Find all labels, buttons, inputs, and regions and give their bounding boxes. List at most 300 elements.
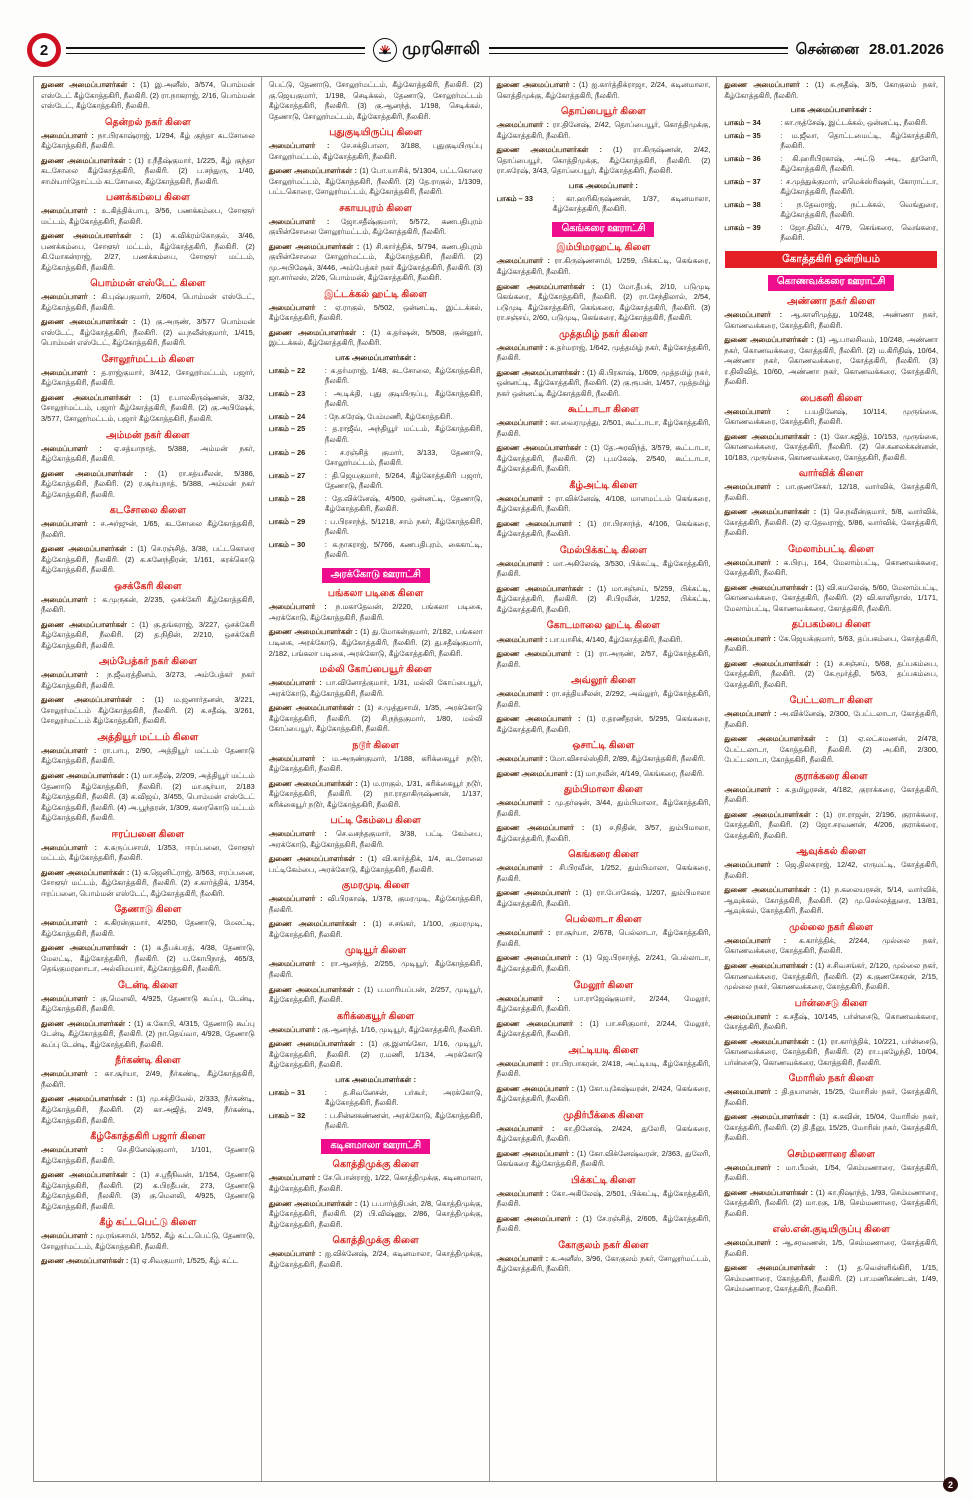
branch-heading: முடியூர் கிளை	[345, 945, 407, 957]
branch-heading: சகாயபுரம் கிளை	[339, 202, 412, 214]
organizer-paragraph: அமைப்பாளர் : ரா.தினேஷ், 2/42, தொப்பையூர், கொத்திமுக்கு, கீழ்கோத்தகிரி, நீலகிரி.	[496, 120, 711, 140]
organizer-paragraph: துணை அமைப்பாளர்கள் : (1) ச.முத்துசாமி, 1/35, அரக்கோடு கீழ்கோத்தகிரி, நீலகிரி. (2) சி.நந்தகுமார், 1/80, மல்லி கோப்பையூர், கீழ்கோத்தகிரி, நீலகிரி.	[268, 703, 483, 734]
branch-heading: கீழ்அட்டி கிளை	[569, 479, 638, 491]
organizer-paragraph: துணை அமைப்பாளர்கள் : (1) ந.கலையரசன், 5/14, வார்விக், ஆவுக்கல், கோத்தகிரி, நீலகிரி. (2) மு.செல்லத்துரை, 13/81, ஆவுக்கல், கோத்தகிரி, நீலகிரி.	[724, 885, 939, 916]
organizer-label: துணை அமைப்பாளர்கள் :	[41, 231, 153, 241]
branch-heading: கரிக்கையூர் கிளை	[337, 1010, 415, 1022]
branch-heading: முதிர்பீக்கை கிளை	[563, 1109, 644, 1121]
organizer-label: துணை அமைப்பாளர்கள் :	[724, 734, 839, 744]
organizer-label: அமைப்பாளர் :	[724, 1087, 782, 1097]
branch-heading: பர்ன்சைடு கிளை	[794, 997, 868, 1009]
organizer-paragraph: துணை அமைப்பாளர்கள் : (1) போ.யாசிக், 5/1304, பட்டகொரை சோலூர்மட்டம், கீழ்கோத்தகிரி, நீலகிரி. (2) தே.ராகுல், 1/1309, பட்டகொரை, சோலூர்மட்டம், கீழ்கோத்தகிரி, நீலகிரி.	[268, 166, 483, 197]
organizer-label: அமைப்பாளர் :	[496, 993, 575, 1003]
part-number: பாகம் – 30	[268, 539, 306, 549]
organizer-label: துணை அமைப்பாளர்கள் :	[496, 145, 614, 155]
branch-heading: செம்மணாரை கிளை	[787, 1148, 875, 1160]
organizer-paragraph: துணை அமைப்பாளர்கள் : (1) க.ஜெனிட்ராஜ், 3/563, ஈரப்பனை, சோளூர் மட்டம், கீழ்கோத்தகிரி, நீலகிரி. (2) ச.கார்த்திக், 1/354, ஈரப்பனை, பொம்மன் எஸ்டேட், கீழ்கோத்தகிரி, நீலகிரி.	[41, 867, 255, 898]
organizer-label: துணை அமைப்பாளர்கள் :	[41, 544, 138, 554]
part-text: : க.தர்மராஜ், 1/48, கடசோலை, கீழ்கோத்தகிரி, நீலகிரி.	[325, 366, 483, 387]
branch-heading: அம்மன் நகர் கிளை	[106, 429, 190, 441]
organizer-label: அமைப்பாளர் :	[496, 120, 553, 130]
organizer-paragraph: பெட்டு, தேணாடு, சோலூர்மட்டம், கீழ்கோத்தகிரி, நீலகிரி. (2) கு.ஜெயகுமார், 1/198, செடிக்கல், தேணாடு, சோலூர்மட்டம் கீழ்கோத்தகிரி, நீலகிரி. (3) கு.ஆனந்த், 1/198, செடிக்கல், தேணாடு, சோலூர்மட்டம், கீழ்கோத்தகிரி, நீலகிரி.	[268, 80, 483, 121]
part-text: : தே.விக்னேஷ், 4/500, ஒன்னட்டி, தேணாடு, கீழ்கோத்தகிரி, நீலகிரி.	[325, 494, 483, 515]
organizer-paragraph: துணை அமைப்பாளர்கள் : (1) வி.கமலேஷ், 5/60, மேலாம்பட்டி, கொணவக்கரை, கோத்தகிரி, நீலகிரி. (2) வி.காளிதாஸ், 1/171, மேலாம்பட்டி, கொணவக்கரை, கோத்தகிரி, நீலகிரி.	[724, 582, 938, 613]
organizer-paragraph: அமைப்பாளர் : கோ.அகிலேஷ், 2/501, பிக்கட்டி, கீழ்கோத்தகிரி, நீலகிரி.	[496, 1188, 711, 1209]
organizer-label: அமைப்பாளர் :	[41, 130, 98, 140]
organizer-label: துணை அமைப்பாளர்கள் :	[724, 1112, 820, 1122]
branch-heading: பேட்டலாடா கிளை	[789, 695, 873, 707]
organizer-paragraph: துணை அமைப்பாளர்கள் : (1) கா.நிஷாந்த், 1/93, செம்மணாரை, கோத்தகிரி, நீலகிரி. (2) மா.ரகு, 1/8, செம்மணாரை, கோத்தகிரி, நீலகிரி.	[724, 1187, 938, 1218]
organizer-label: துணை அமைப்பாளர்கள் :	[41, 80, 141, 89]
part-number: பாகம் – 35	[724, 130, 761, 140]
organizer-label: துணை அமைப்பாளர்கள் :	[268, 919, 373, 929]
branch-heading: மேலாம்பட்டி கிளை	[788, 543, 875, 555]
organizer-paragraph: அமைப்பாளர் : ரா.விக்னேஷ், 4/108, மாளமட்டம் கெங்கரை, கீழ்கோத்தகிரி, நீலகிரி.	[496, 493, 711, 514]
organizer-paragraph: துணை அமைப்பாளர்கள் : (1) ஏ.லட்சுமணன், 2/478, பேட்டலாடா, கோத்தகிரி, நீலகிரி. (2) அ.கிரி, 2/300, பேட்டலாடா, கோத்தகிரி, நீலகிரி.	[724, 734, 939, 765]
organizer-label: துணை அமைப்பாளர்கள் :	[268, 241, 363, 251]
organizer-label: துணை அமைப்பாளர்கள் :	[268, 166, 360, 176]
panchayat-heading: கொணவக்கரை ஊராட்சி	[768, 275, 894, 291]
page-number: 2	[39, 41, 49, 59]
organizer-paragraph: துணை அமைப்பாளர்கள் : (1) செ.ரஞ்சித், 3/38, பட்டகொரை கீழ்கோத்தகிரி, நீலகிரி. (2) க.கனேந்திரன், 1/161, கரக்கொடு கீழ்கோத்தகிரி, நீலகிரி.	[41, 544, 255, 575]
part-item	[269, 471, 483, 492]
part-text: : ச.முத்துக்குமார், எமெக்ஸ்ரிஷன், கோராட்டா, கீழ்கோத்தகிரி, நீலகிரி.	[780, 177, 938, 198]
organizer-paragraph: அமைப்பாளர் : ஆ.காளிமுத்து, 10/248, அண்ணா நகர், கொணவக்கரை, கோத்தகிரி, நீலகிரி.	[724, 310, 938, 330]
part-organizers-title: பாக அமைப்பாளர் :	[568, 180, 638, 190]
organizer-paragraph: அமைப்பாளர் : ரா.கிருஷ்ணசாமி, 1/259, பிக்கட்டி, கெங்கரை, கீழ்கோத்தகிரி, நீலகிரி.	[496, 256, 711, 276]
organizer-label: அமைப்பாளர் :	[41, 519, 101, 529]
organizer-paragraph: அமைப்பாளர் : கு.மௌலி, 4/925, தேணாடு கூப்பு, டேன்டி, கீழ்கோத்தகிரி, நீலகிரி.	[41, 993, 255, 1014]
organizer-paragraph: அமைப்பாளர் : மா.அகிலேஷ், 3/530, பிக்கட்டி, கீழ்கோத்தகிரி, நீலகிரி.	[496, 558, 711, 579]
organizer-label: அமைப்பாளர் :	[268, 141, 342, 151]
organizer-paragraph: துணை அமைப்பாளர் : (1) சே.ரஞ்சித், 2/605, கீழ்கோத்தகிரி, நீலகிரி.	[496, 1213, 711, 1234]
column-4	[717, 77, 944, 1481]
part-text: : ச.ரஞ்சித் குமார், 3/133, தேணாடு, சோலூர்மட்டம், நீலகிரி.	[325, 448, 483, 469]
union-region-banner: கோத்தகிரி ஒன்றியம்	[725, 251, 937, 269]
organizer-label: துணை அமைப்பாளர்கள் :	[41, 1256, 131, 1266]
organizer-paragraph: துணை அமைப்பாளர் : (1) பா.சசிகுமார், 2/244, மேலூர், கீழ்கோத்தகிரி, நீலகிரி.	[496, 1018, 711, 1039]
part-text: : க.நாகராஜ், 5/766, கணபதிபுரம், கைகாட்டி, நீலகிரி.	[325, 540, 483, 561]
branch-heading: டேன்டி கிளை	[118, 979, 178, 991]
organizer-label: அமைப்பாளர் :	[41, 745, 103, 755]
organizer-paragraph: துணை அமைப்பாளர்கள் : (1) ச.ஸ்ரீநிவன், 1/154, தேணாடு கீழ்கோத்தகிரி, நீலகிரி. (2) க.பிரதீபன், 273, தேணாடு கீழ்கோத்தகிரி, நீலகிரி. (3) கு.மௌலி, 4/925, தேணாடு கீழ்கோத்தகிரி, நீலகிரி.	[41, 1170, 255, 1211]
branch-heading: தேணாடு கிளை	[114, 904, 182, 916]
organizer-label: அமைப்பாளர் :	[268, 216, 341, 226]
branch-heading: பெல்லாடா கிளை	[565, 914, 642, 926]
organizer-paragraph: அமைப்பாளர் : சே.சக்திபாலா, 3/188, புதுகுடியிருப்பு சோலூர்மட்டம், கீழ்கோத்தகிரி, நீலகிரி.	[268, 141, 483, 161]
organizer-paragraph: அமைப்பாளர் : சே.பொன்ராஜ், 1/22, கொத்திமுக்கு, கடினமாலா, கீழ்கோத்தகிரி, நீலகிரி.	[268, 1173, 483, 1193]
part-item	[269, 424, 483, 445]
organizer-label: துணை அமைப்பாளர்கள் :	[724, 1036, 818, 1046]
organizer-label: துணை அமைப்பாளர்கள் :	[41, 1094, 137, 1104]
organizer-paragraph: அமைப்பாளர் : க.அனீஸ், 3/96, கோகுலம் நகர், சோலூர்மட்டம், கீழ்கோத்தகிரி, நீலகிரி.	[496, 1253, 711, 1274]
branch-heading: வார்விக் கிளை	[798, 468, 864, 480]
branch-heading: கோகுலம் நகர் கிளை	[558, 1239, 649, 1251]
header-rule-right	[489, 47, 788, 54]
organizer-paragraph: துணை அமைப்பாளர்கள் : (1) க.கோபி, 4/315, தேணாடு கூப்பு டேன்டி கீழ்கோத்தகிரி, நீலகிரி. (2) நா.தெய்வா, 4/928, தேணாடு கூப்பு டேன்டி, கீழ்கோத்தகிரி, நீலகிரி.	[41, 1018, 255, 1049]
footer-page-number: 2	[947, 1479, 953, 1490]
part-number: பாகம் – 26	[268, 447, 306, 457]
organizer-label: துணை அமைப்பாளர்கள் :	[41, 943, 142, 953]
organizer-paragraph: அமைப்பாளர் : ஏ.ராகுல், 5/502, ஒன்னட்டி, இட்டக்கல், கீழ்கோத்தகிரி, நீலகிரி.	[268, 302, 483, 323]
part-item	[724, 200, 938, 221]
organizer-label: அமைப்பாளர் :	[41, 1069, 105, 1079]
organizer-paragraph: அமைப்பாளர் : க.தமிழரசன், 4/182, குராக்கரை, கோத்தகிரி, நீலகிரி.	[724, 784, 938, 805]
organizer-label: அமைப்பாளர் :	[724, 406, 805, 416]
page-number-badge	[30, 36, 58, 64]
organizer-paragraph: அமைப்பாளர் : மா.பீமன், 1/54, செம்மணாரை, கோத்தகிரி, நீலகிரி.	[724, 1162, 939, 1183]
organizer-label: அமைப்பாளர் :	[724, 1238, 783, 1248]
branch-heading: கீழ்கோத்தகிரி பஜார் கிளை	[90, 1131, 206, 1143]
organizer-label: துணை அமைப்பாளர்கள் :	[41, 1018, 135, 1028]
organizer-label: அமைப்பாளர் :	[724, 784, 785, 794]
branch-heading: தென்றல் நகர் கிளை	[105, 116, 191, 128]
organizer-label: துணை அமைப்பாளர் :	[496, 1148, 577, 1158]
branch-heading: அண்ணா நகர் கிளை	[786, 296, 876, 308]
organizer-label: துணை அமைப்பாளர் :	[496, 518, 588, 528]
organizer-label: துணை அமைப்பாளர்கள் :	[724, 335, 817, 345]
organizer-label: அமைப்பாளர் :	[496, 342, 550, 352]
organizer-paragraph: துணை அமைப்பாளர்கள் : (1) ர.பாலகிருஷ்ணன், 3/32, சோலூர்மட்டம், பஜார் கீழ்கோத்தகிரி, நீலகிரி. (2) கு.அபிஷேக், 3/577, சோலூர்மட்டம், பஜார் கீழ்கோத்தகிரி, நீலகிரி.	[41, 392, 255, 423]
organizer-label: அமைப்பாளர் :	[724, 709, 780, 719]
organizer-paragraph: அமைப்பாளர் : வி.பிரகாஷ், 1/378, குமரமுடி, கீழ்கோத்தகிரி, நீலகிரி.	[268, 894, 483, 914]
organizer-paragraph: துணை அமைப்பாளர்கள் : (1) ரா.கிருஷ்ணன், 2/42, தொப்பையூர், கொத்திமுக்கு, கீழ்கோத்தகிரி, நீலகிரி. (2) ரா.சுரேஷ், 3/43, தொப்பையூர், கீழ்கோத்தகிரி, நீலகிரி.	[496, 145, 711, 176]
branch-heading: பொம்மன் எஸ்டேட் கிளை	[90, 278, 206, 290]
organizer-paragraph: அமைப்பாளர் : அ.விக்னேஷ், 2/300, பேட்டலாடா, கோத்தகிரி, நீலகிரி.	[724, 709, 938, 729]
branch-heading: குராக்கரை கிளை	[794, 770, 868, 782]
part-item	[269, 1111, 483, 1132]
organizer-label: அமைப்பாளர் :	[268, 753, 332, 763]
part-text: : ஜோ.திலிப், 4/79, கெங்கரை, வெங்கரை, நீலகிரி.	[780, 223, 938, 244]
part-item	[269, 1088, 483, 1109]
organizer-label: துணை அமைப்பாளர்கள் :	[724, 582, 816, 592]
part-text: : அ.டிக்தி, புது குடியிருப்பு, கீழ்கோத்தகிரி, நீலகிரி.	[325, 389, 483, 410]
organizer-label: துணை அமைப்பாளர்கள் :	[724, 885, 821, 895]
organizer-label: அமைப்பாளர் :	[41, 842, 104, 852]
organizer-paragraph: அமைப்பாளர் : ஏ.சத்யாநாத், 5/388, அம்மன் நகர், கீழ்கோத்தகிரி, நீலகிரி.	[41, 443, 255, 464]
branch-heading: தொப்பையூர் கிளை	[560, 106, 646, 118]
organizer-label: துணை அமைப்பாளர்கள் :	[724, 507, 821, 517]
organizer-label: அமைப்பாளர் :	[724, 557, 784, 567]
organizer-paragraph: துணை அமைப்பாளர்கள் : (1) ர.நீதீஷ்குமார், 1/225, கீழ் குந்தா கடசோலை கீழ்கோத்தகிரி, நீலகிரி. (2) ப.சந்துரு, 1/40, சாமியார்தோட்டம் கடசோலை, கீழ்கோத்தகிரி, நீலகிரி.	[41, 155, 255, 186]
organizer-paragraph: அமைப்பாளர் : ரா.சத்தியசீலன், 2/292, அவ்லூர், கீழ்கோத்தகிரி, நீலகிரி.	[496, 689, 711, 709]
organizer-paragraph: துணை அமைப்பாளர்கள் : (1) மோ.தீபக், 2/10, படுமுடி கெங்கரை, கீழ்கோத்தகிரி, நீலகிரி. (2) ரா.சேந்திலால், 2/54, படுமுடி கீழ்கோத்தகிரி, கெங்கரை, கீழ்கோத்தகிரி, நீலகிரி. (3) ரா.சஞ்சய், 2/60, படுமுடி, கெங்கரை, கீழ்கோத்தகிரி, நீலகிரி.	[496, 281, 711, 323]
organizer-paragraph: துணை அமைப்பாளர்கள் : (1) கி.பிரகாஷ், 1/609, முத்தமிழ் நகர், ஒன்னட்டி, கீழ்கோத்தகிரி, நீலகிரி. (2) கு.ரூபன், 1/457, முத்தமிழ் நகர் ஒன்னட்டி கீழ்கோத்தகிரி, நீலகிரி.	[496, 367, 711, 398]
organizer-label: அமைப்பாளர் :	[724, 860, 785, 870]
organizer-paragraph: அமைப்பாளர் : மு.தர்ஷன், 3/44, தும்பிமாலா, கீழ்கோத்தகிரி, நீலகிரி.	[496, 798, 711, 818]
organizer-paragraph: துணை அமைப்பாளர்கள் : (1) கு.தங்கராஜ், 3/227, ஒசக்கேரி கீழ்கோத்தகிரி, நீலகிரி. (2) த.நிதின், 2/210, ஒசக்கேரி கீழ்கோத்தகிரி, நீலகிரி.	[41, 619, 255, 650]
part-number: பாகம் – 39	[724, 222, 761, 232]
organizer-paragraph: அமைப்பாளர் : ரா.பாபு, 2/90, அத்தியூர் மட்டம் தேணாடு கீழ்கோத்தகிரி, நீலகிரி.	[41, 745, 255, 766]
organizer-paragraph: அமைப்பாளர் : ந.ஜீவரத்தினம், 3/273, அம்பேத்கர் நகர் கீழ்கோத்தகிரி, நீலகிரி.	[41, 670, 255, 690]
organizer-paragraph: அமைப்பாளர் : க.தர்மராஜ், 1/642, முத்தமிழ் நகர், கீழ்கோத்தகிரி, நீலகிரி.	[496, 342, 711, 363]
organizer-label: அமைப்பாளர் :	[496, 1123, 564, 1133]
organizer-paragraph: அமைப்பாளர் : ந.மகாதேவன், 2/220, பங்கலா படிகை, அரக்கோடு, கீழ்கோத்தகிரி, நீலகிரி.	[268, 602, 483, 622]
part-text: : நே.சுரேஷ், பேம்மணி, கீழ்கோத்தகிரி.	[325, 412, 483, 423]
organizer-paragraph: துணை அமைப்பாளர் : (1) ரா.போகேஷ், 1/207, தும்பிமாலா கீழ்கோத்தகிரி, நீலகிரி.	[496, 888, 711, 908]
organizer-paragraph: அமைப்பாளர் : க.பிரபு, 164, மேலாம்பட்டி, கொணவக்கரை, கோத்தகிரி, நீலகிரி.	[724, 557, 938, 578]
organizer-paragraph: அமைப்பாளர் : செ.வசந்தகுமார், 3/38, பட்டி கேம்பை, அரக்கோடு, கீழ்கோத்தகிரி, நீலகிரி.	[268, 829, 483, 849]
branch-heading: அம்பேத்கர் நகர் கிளை	[98, 656, 197, 668]
organizer-paragraph: அமைப்பாளர் : கே.ஜெயக்குமார், 5/63, தப்பகம்பை, கோத்தகிரி, நீலகிரி.	[724, 633, 939, 654]
organizer-paragraph: துணை அமைப்பாளர்கள் : (1) வி.கார்த்திக், 1/4, கடசோலை பட்டிகேம்பை, அரக்கோடு, கீழ்கோத்தகிரி, நீலகிரி.	[268, 854, 483, 874]
organizer-paragraph: துணை அமைப்பாளர் : (1) ஜெ.பிரசாந்த், 2/241, பெல்லாடா, கீழ்கோத்தகிரி, நீலகிரி.	[496, 953, 711, 973]
columns	[34, 77, 944, 1481]
organizer-label: அமைப்பாளர் :	[268, 1024, 322, 1034]
organizer-label: துணை அமைப்பாளர்கள் :	[41, 468, 159, 478]
page-header	[30, 36, 944, 64]
organizer-paragraph: துணை அமைப்பாளர் : (1) க.ரூதீஷ், 3/5, கோகுலம் நகர், கீழ்கோத்தகிரி, நீலகிரி.	[724, 80, 938, 100]
organizer-label: துணை அமைப்பாளர்கள் :	[41, 155, 135, 165]
organizer-label: துணை அமைப்பாளர்கள் :	[268, 854, 368, 864]
organizer-label: துணை அமைப்பாளர்கள் :	[41, 619, 140, 629]
organizer-paragraph: அமைப்பாளர் : கா.வைரமுத்து, 2/501, கூட்டாடா, கீழ்கோத்தகிரி, நீலகிரி.	[496, 418, 711, 438]
part-text: : தி.ஜெயகுமார், 5/264, கீழ்கோத்தகிரி பஜார், தேணாடு, நீலகிரி.	[325, 471, 483, 492]
part-organizers-title: பாக அமைப்பாளர்கள் :	[790, 105, 872, 115]
organizer-label: துணை அமைப்பாளர்கள் :	[268, 984, 365, 994]
branch-heading: மோரிஸ் நகர் கிளை	[788, 1073, 874, 1085]
organizer-label: அமைப்பாளர் :	[41, 594, 103, 604]
part-text: : த.சிவனேசன், பர்கூர், அரக்கோடு, கீழ்கோத்தகிரி, நீலகிரி.	[325, 1088, 483, 1109]
branch-heading: மல்லி கோப்பையூர் கிளை	[319, 664, 432, 676]
organizer-label: அமைப்பாளர் :	[496, 1253, 552, 1263]
organizer-paragraph: துணை அமைப்பாளர் : (1) ர.தரணீதரன், 5/295, கெங்கரை, கீழ்கோத்தகிரி, நீலகிரி.	[496, 714, 711, 734]
branch-heading: அவ்லூர் கிளை	[570, 675, 636, 687]
organizer-paragraph: துணை அமைப்பாளர்கள் : (1) செ.நவீன்குமார், 5/8, வார்விக், கோத்தகிரி, நீலகிரி. (2) ஏ.தேவராஜ், 5/86, வார்விக், கோத்தகிரி, நீலகிரி.	[724, 507, 938, 538]
part-number: பாகம் – 34	[724, 118, 761, 128]
branch-heading: எஸ்.என்.குடியிருப்பு கிளை	[772, 1224, 890, 1236]
organizer-paragraph: துணை அமைப்பாளர்கள் : (1) தே.அரவிந்த், 3/579, கூட்டாடா, கீழ்கோத்தகிரி, நீலகிரி. (2) பு.மகேஷ், 2/540, கூட்டாடா, கீழ்கோத்தகிரி, நீலகிரி.	[496, 443, 711, 474]
organizer-paragraph: துணை அமைப்பாளர்கள் : (1) மு.சக்திவேல், 2/333, நீர்கண்டி, கீழ்கோத்தகிரி, நீலகிரி. (2) கா.அஜித், 2/49, நீர்கண்டி, கீழ்கோத்தகிரி, நீலகிரி.	[41, 1094, 255, 1125]
organizer-label: அமைப்பாளர் :	[268, 959, 331, 969]
organizer-paragraph: அமைப்பாளர் : க.முருகன், 2/235, ஒசக்கேரி கீழ்கோத்தகிரி, நீலகிரி.	[41, 594, 255, 615]
organizer-label: அமைப்பாளர் :	[41, 993, 101, 1003]
organizer-label: அமைப்பாளர் :	[268, 829, 337, 839]
part-item	[724, 154, 938, 175]
branch-heading: தும்பிமாலா கிளை	[563, 784, 643, 796]
branch-heading: புதுகுடியிருப்பு கிளை	[329, 127, 423, 139]
organizer-paragraph: அமைப்பாளர் : க.கிரன்குமார், 4/250, தேணாடு, மேலட்டி, கீழ்கோத்தகிரி, நீலகிரி.	[41, 918, 255, 938]
organizer-label: துணை அமைப்பாளர்கள் :	[268, 703, 365, 713]
organizer-label: துணை அமைப்பாளர் :	[496, 823, 593, 833]
organizer-paragraph: துணை அமைப்பாளர்கள் : (1) ப.மாரியப்பன், 2/257, முடியூர், கீழ்கோத்தகிரி, நீலகிரி.	[268, 984, 483, 1005]
organizer-label: துணை அமைப்பாளர்கள் :	[41, 1170, 141, 1180]
part-text: : ம.ஜீவா, தொட்டமைட்டி, கீழ்கோத்தகிரி, நீலகிரி.	[780, 131, 938, 152]
part-number: பாகம் – 37	[724, 176, 761, 186]
organizer-label: துணை அமைப்பாளர்கள் :	[41, 317, 142, 327]
organizer-paragraph: அமைப்பாளர் : ஜெ.திலகராஜ், 12/42, எருமட்டி, கோத்தகிரி, நீலகிரி.	[724, 860, 938, 880]
organizer-label: துணை அமைப்பாளர்கள் :	[268, 778, 361, 788]
organizer-paragraph: அமைப்பாளர் : ஆ.சரவணன், 1/5, செம்மணாரை, கோத்தகிரி, நீலகிரி.	[724, 1238, 938, 1258]
article-sheet	[33, 76, 945, 1482]
branch-heading: கீழ் கட்டபெட்டு கிளை	[99, 1217, 197, 1229]
organizer-label: துணை அமைப்பாளர் :	[496, 714, 587, 724]
part-number: பாகம் – 22	[268, 365, 306, 375]
organizer-paragraph: துணை அமைப்பாளர்கள் : (1) த.வெள்ளிங்கிரி, 1/15, செம்மணாரை, கோத்தகிரி, நீலகிரி. (2) பா.மணிகண்டன், 1/49, செம்மணாரை, கோத்தகிரி, நீலகிரி.	[724, 1263, 938, 1294]
organizer-paragraph: துணை அமைப்பாளர் : (1) மா.நவீன், 4/149, கெங்கரை, நீலகிரி.	[496, 768, 705, 778]
part-item	[497, 194, 711, 215]
panchayat-heading: கடினமாலா ஊராட்சி	[321, 1139, 430, 1155]
organizer-paragraph: துணை அமைப்பாளர்கள் : (1) து.மோகன்குமார், 2/182, பங்கலா படிகை, அரக்கோடு, கீழ்கோத்தகிரி, நீலகிரி. (2) து.சதீஷ்குமார், 2/182, பங்கலா படிகை, அரக்கோடு, கீழ்கோத்தகிரி, நீலகிரி.	[268, 627, 483, 658]
organizer-paragraph: துணை அமைப்பாளர்கள் : (1) ரா.ராஜன், 2/196, குராக்கரை, கோத்தகிரி, நீலகிரி. (2) ஜோ.சரவணன், 4/206, குராக்கரை, கோத்தகிரி, நீலகிரி.	[724, 809, 938, 840]
part-item	[269, 412, 483, 423]
organizer-paragraph: அமைப்பாளர் : பா.வினோத்குமார், 1/31, மல்லி கோப்பையூர், அரக்கோடு, கீழ்கோத்தகிரி, நீலகிரி.	[268, 678, 483, 698]
organizer-paragraph: துணை அமைப்பாளர்கள் : (1) இ.அனீஸ், 3/574, பொம்மன் எஸ்டேட் கீழ்கோத்தகிரி, நீலகிரி. (2) ரா.நாகராஜ், 2/16, பொம்மன் எஸ்டேட், கீழ்கோத்தகிரி, நீலகிரி.	[41, 80, 255, 111]
edition-date: 28.01.2026	[868, 40, 945, 58]
organizer-label: துணை அமைப்பாளர் :	[496, 1083, 577, 1093]
organizer-label: அமைப்பாளர் :	[41, 918, 105, 928]
branch-heading: பட்டி கேம்பை கிளை	[330, 815, 421, 827]
organizer-paragraph: அமைப்பாளர் : த.ராஜ்குமார், 3/412, சோலூர்மட்டம், பஜார், கீழ்கோத்தகிரி, நீலகிரி.	[41, 367, 255, 388]
masthead-title: முரசொலி	[402, 39, 481, 58]
organizer-paragraph: அமைப்பாளர் : பா.குணசேகர், 12/18, வார்விக், கோத்தகிரி, நீலகிரி.	[724, 482, 938, 502]
part-text: : ப.பிரசாந்த், 5/1218, சாம் நகர், கீழ்கோத்தகிரி, நீலகிரி.	[325, 517, 483, 538]
branch-heading: குமரமுடி கிளை	[341, 880, 410, 892]
organizer-paragraph: துணை அமைப்பாளர்கள் : (1) கோ.கஜித், 10/153, முருங்கை, கொணவக்கரை, கோத்தகிரி, நீலகிரி. (2) செ.கனலக்கன்னன், 10/183, முருங்கை, கொணவக்கரை, கோத்தகிரி, நீலகிரி.	[724, 431, 938, 462]
organizer-paragraph: அமைப்பாளர் : ரா.ஆனந்த், 2/255, முடியூர், கீழ்கோத்தகிரி, நீலகிரி.	[268, 959, 483, 979]
part-number: பாகம் – 31	[268, 1087, 306, 1097]
branch-heading: அட்டியடி கிளை	[568, 1044, 639, 1056]
organizer-label: அமைப்பாளர் :	[41, 367, 102, 377]
organizer-paragraph: துணை அமைப்பாளர் : (1) கோ.விக்னேஷ்வரன், 2/363, துலேரி, கெங்கரை கீழ்கோத்தகிரி, நீலகிரி.	[496, 1148, 711, 1169]
organizer-label: துணை அமைப்பாளர் :	[496, 1018, 590, 1028]
organizer-label: அமைப்பாளர் :	[268, 894, 328, 904]
part-item	[269, 517, 483, 538]
organizer-paragraph: அமைப்பாளர் : தி.தயாளன், 15/25, மோரிஸ் நகர், கோத்தகிரி, நீலகிரி.	[724, 1087, 938, 1107]
organizer-label: அமைப்பாளர் :	[41, 1145, 117, 1155]
branch-heading: பைகனி கிளை	[800, 392, 863, 404]
part-item	[269, 540, 483, 561]
organizer-paragraph: அமைப்பாளர் : சி.பிரவீன், 1/252, தும்பிமாலா, கெங்கரை, நீலகிரி.	[496, 863, 711, 883]
organizer-label: துணை அமைப்பாளர்கள் :	[724, 1187, 816, 1197]
organizer-paragraph: அமைப்பாளர் : கா.தினேஷ், 2/424, துலேரி, கெங்கரை, கீழ்கோத்தகிரி, நீலகிரி.	[496, 1123, 711, 1144]
edition-city: சென்னை	[795, 40, 859, 58]
organizer-label: துணை அமைப்பாளர்கள் :	[724, 960, 816, 970]
organizer-label: அமைப்பாளர் :	[41, 292, 102, 302]
branch-heading: ஒசக்கேரி கிளை	[114, 580, 182, 592]
branch-heading: முத்தமிழ் நகர் கிளை	[559, 328, 648, 340]
part-text: : ந.தேவராஜ், நட்டக்கல், வெங்துரை, கீழ்கோத்தகிரி, நீலகிரி.	[780, 200, 938, 221]
organizer-paragraph: துணை அமைப்பாளர்கள் : (1) ச.சங்கர், 1/100, குமரமுடி, கீழ்கோத்தகிரி, நீலகிரி.	[268, 919, 483, 939]
branch-heading: பங்கலா படிகை கிளை	[327, 588, 424, 600]
part-item	[269, 366, 483, 387]
part-number: பாகம் – 33	[496, 193, 533, 203]
organizer-label: அமைப்பாளர் :	[41, 1231, 96, 1241]
organizer-paragraph: துணை அமைப்பாளர் : (1) ஐ.கார்த்திக்ராஜா, 2/24, கடினமாலா, கொத்திமுக்கு, கீழ்கோத்தகிரி, நீலகிரி.	[496, 80, 711, 100]
organizer-paragraph: அமைப்பாளர் : க.கருப்பசாமி, 1/353, ஈரப்பனை, சோளூர் மட்டம், கீழ்கோத்தகிரி, நீலகிரி.	[41, 842, 255, 863]
branch-heading: தப்பகம்பை கிளை	[791, 619, 871, 631]
branch-heading: பிக்கட்டி கிளை	[571, 1174, 636, 1186]
branch-heading: இட்டக்கல் ஹட்டி கிளை	[324, 288, 428, 300]
organizer-paragraph: துணை அமைப்பாளர்கள் : (1) ரா.கார்த்திக், 10/221, பர்ன்சைடு, கொணவக்கரை, கோத்தகிரி, நீலகிரி. (2) ரா.புகழேந்தி, 10/04, பர்ன்சைடு, கொணவக்கரை, கோத்தகிரி, நீலகிரி.	[724, 1036, 939, 1067]
branch-heading: மேலூர் கிளை	[573, 979, 634, 991]
organizer-label: அமைப்பாளர் :	[496, 754, 550, 764]
part-item	[269, 448, 483, 469]
organizer-paragraph: அமைப்பாளர் : ரா.சூர்யா, 2/678, பெல்லாடா, கீழ்கோத்தகிரி, நீலகிரி.	[496, 928, 711, 948]
part-number: பாகம் – 38	[724, 199, 761, 209]
organizer-label: துணை அமைப்பாளர்கள் :	[496, 367, 587, 377]
organizer-paragraph: துணை அமைப்பாளர்கள் : (1) ப.பார்த்திபன், 2/8, கொத்திமுக்கு, கீழ்கோத்தகிரி, நீலகிரி. (2) பி.விஷ்ணு, 2/86, கொத்திமுக்கு, கீழ்கோத்தகிரி, நீலகிரி.	[268, 1198, 483, 1229]
part-number: பாகம் – 27	[268, 470, 306, 480]
branch-heading: பணக்கம்பை கிளை	[105, 192, 190, 204]
footer-page-badge	[943, 1477, 958, 1492]
organizer-paragraph: அமைப்பாளர் : கா.சூர்யா, 2/49, நீர்கண்டி, கீழ்கோத்தகிரி, நீலகிரி.	[41, 1069, 255, 1089]
organizer-label: துணை அமைப்பாளர்கள் :	[496, 443, 591, 453]
organizer-paragraph: அமைப்பாளர் : மோ.விசால்ஸ்திரி, 2/89, கீழ்கோத்தகிரி, நீலகிரி.	[496, 754, 706, 764]
part-number: பாகம் – 32	[268, 1110, 306, 1120]
organizer-label: துணை அமைப்பாளர்கள் :	[268, 1039, 369, 1049]
organizer-paragraph: அமைப்பாளர் : க.கார்த்திக், 2/244, முல்லை நகர், கொணவக்கரை, கோத்தகிரி, நீலகிரி.	[724, 935, 938, 956]
branch-heading: மேல்பிக்கட்டி கிளை	[559, 544, 647, 556]
column-3	[490, 77, 718, 1481]
organizer-label: அமைப்பாளர் :	[268, 602, 336, 612]
organizer-paragraph: துணை அமைப்பாளர்கள் : (1) மா.சதீஷ், 2/209, அத்தியூர் மட்டம் தேணாடு கீழ்கோத்தகிரி, நீலகிரி. (2) மா.சூர்யா, 2/183 கீழ்கோத்தகிரி, நீலகிரி. (3) க.விஜய், 3/455, பொம்மன் எஸ்டேட் கீழ்கோத்தகிரி, நீலகிரி. (4) அ.பூந்தரன், 1/309, கரைகொடு மட்டம் கீழ்கோத்தகிரி, நீலகிரி.	[41, 771, 255, 823]
organizer-label: துணை அமைப்பாளர்கள் :	[41, 392, 151, 402]
panchayat-heading: கெங்கரை ஊராட்சி	[552, 222, 654, 238]
organizer-paragraph: அமைப்பாளர் : கி.புஷ்பகுமார், 2/604, பொம்மன் எஸ்டேட், கீழ்கோத்தகிரி, நீலகிரி.	[41, 292, 255, 312]
organizer-paragraph: துணை அமைப்பாளர்கள் : (1) ச.சிவசங்கர், 2/120, முல்லை நகர், கொணவக்கரை, கோத்தகிரி, நீலகிரி. (2) க.குணசேகரன், 2/15, முல்லை நகர், கொணவக்கரை, கோத்தகிரி, நீலகிரி.	[724, 960, 938, 992]
column-1	[34, 77, 262, 1481]
organizer-label: துணை அமைப்பாளர்கள் :	[724, 809, 824, 819]
organizer-label: துணை அமைப்பாளர்கள் :	[496, 281, 603, 291]
organizer-paragraph: அமைப்பாளர் : மு.ரங்கசாமி, 1/552, கீழ் கட்டபெட்டு, தேணாடு, சோலூர்மட்டம், கீழ்கோத்தகிரி, நீலகிரி.	[41, 1231, 255, 1251]
part-text: : த.ராஜீவ், அந்தியூர் மட்டம், கீழ்கோத்தகிரி, நீலகிரி.	[325, 424, 483, 445]
organizer-label: அமைப்பாளர் :	[496, 863, 560, 873]
organizer-label: துணை அமைப்பாளர்கள் :	[41, 867, 132, 877]
organizer-label: துணை அமைப்பாளர் :	[496, 768, 575, 778]
organizer-label: அமைப்பாளர் :	[496, 1188, 552, 1198]
organizer-paragraph: துணை அமைப்பாளர்கள் : (1) ரா.சத்யசீலன், 5/386, கீழ்கோத்தகிரி, நீலகிரி. (2) ர.சூர்யநாத், 5/388, அம்மன் நகர் கீழ்கோத்தகிரி, நீலகிரி.	[41, 468, 255, 499]
organizer-paragraph: துணை அமைப்பாளர் : (1) ரா.அருண், 2/57, கீழ்கோத்தகிரி, நீலகிரி.	[496, 649, 711, 669]
masthead	[373, 38, 481, 62]
part-organizers-title: பாக அமைப்பாளர்கள் :	[335, 352, 416, 362]
part-item	[269, 389, 483, 410]
organizer-paragraph: துணை அமைப்பாளர்கள் : (1) கு.இளங்கோ, 1/16, முடியூர், கீழ்கோத்தகிரி, நீலகிரி. (2) ர.மணி, 1/134, அரக்கோடு கீழ்கோத்தகிரி, நீலகிரி.	[268, 1039, 483, 1070]
organizer-label: துணை அமைப்பாளர்கள் :	[268, 327, 372, 337]
organizer-label: அமைப்பாளர் :	[496, 1058, 552, 1068]
organizer-paragraph: அமைப்பாளர் : கு.ஆனந்த், 1/16, முடியூர், கீழ்கோத்தகிரி, நீலகிரி.	[268, 1024, 483, 1034]
branch-heading: ஒசாட்டி கிளை	[572, 740, 635, 752]
organizer-label: துணை அமைப்பாளர் :	[496, 649, 585, 659]
panchayat-heading: அரக்கோடு ஊராட்சி	[322, 568, 430, 584]
organizer-label: அமைப்பாளர் :	[724, 482, 786, 492]
branch-heading: கொத்திமுக்கு கிளை	[332, 1159, 419, 1171]
rising-sun-icon	[373, 38, 397, 62]
organizer-paragraph: அமைப்பாளர் : பா.யாசிக், 4/140, கீழ்கோத்தகிரி, நீலகிரி.	[496, 634, 683, 644]
part-number: பாகம் – 25	[268, 424, 306, 434]
organizer-paragraph: துணை அமைப்பாளர்கள் : (1) ம.ராகுல், 1/31, கரிக்கையூர் நடூர், கீழ்கோத்தகிரி, நீலகிரி. (2) நா.ராதாகிருஷ்ணன், 1/137, கரிக்கையூர் நடூர், கீழ்கோத்தகிரி, நீலகிரி.	[268, 778, 483, 809]
organizer-label: அமைப்பாளர் :	[496, 493, 556, 503]
part-number: பாகம் – 29	[268, 516, 306, 526]
organizer-paragraph: அமைப்பாளர் : நா.பிரகாஷ்ராஜ், 1/294, கீழ் குந்தா கடசோலை கீழ்கோத்தகிரி, நீலகிரி.	[41, 130, 255, 151]
organizer-label: அமைப்பாளர் :	[41, 206, 102, 216]
branch-heading: சோலூர்மட்டம் கிளை	[101, 353, 195, 365]
organizer-paragraph: துணை அமைப்பாளர் : (1) ரா.பிரசாந்த், 4/106, கெங்கரை, கீழ்கோத்தகிரி, நீலகிரி.	[496, 518, 711, 539]
organizer-label: துணை அமைப்பாளர்கள் :	[41, 695, 155, 705]
organizer-label: துணை அமைப்பாளர் :	[496, 1213, 583, 1223]
organizer-paragraph: துணை அமைப்பாளர்கள் : (1) க.தீபக்பரத், 4/38, தேணாடு, மேலட்டி, கீழ்கோத்தகிரி, நீலகிரி. (2) ப.கோபிநாத், 465/3, தெங்குமரஹாடா, அல்லிமயார், கீழ்கோத்தகிரி, நீலகிரி.	[41, 943, 255, 974]
organizer-label: அமைப்பாளர் :	[724, 935, 800, 945]
organizer-label: அமைப்பாளர் :	[496, 256, 555, 266]
organizer-paragraph: துணை அமைப்பாளர் : (1) ச.நிதின், 3/57, தும்பிமாலா, கீழ்கோத்தகிரி, நீலகிரி.	[496, 823, 711, 843]
organizer-label: துணை அமைப்பாளர்கள் :	[268, 1198, 361, 1208]
organizer-paragraph: துணை அமைப்பாளர்கள் : (1) ஆ.பாலசிவம், 10/248, அண்ணா நகர், கொணவக்கரை, கோத்தகிரி, நீலகிரி. (2) ம.கிரிதிஷ், 10/64, அண்ணா நகர், கொணவக்கரை, கோத்தகிரி, நீலகிரி. (3) ர.திலிவித், 10/60, அண்ணா நகர், கொணவக்கரை, கோத்தகிரி, நீலகிரி.	[724, 335, 938, 387]
organizer-label: அமைப்பாளர் :	[496, 928, 556, 938]
organizer-label: அமைப்பாளர் :	[268, 1173, 323, 1183]
organizer-label: துணை அமைப்பாளர் :	[496, 80, 579, 89]
organizer-label: துணை அமைப்பாளர்கள் :	[41, 771, 132, 780]
part-text: : கா.ருத்சேஷ், இட்டக்கல், ஒன்னட்டி, நீலகிரி.	[780, 118, 938, 129]
